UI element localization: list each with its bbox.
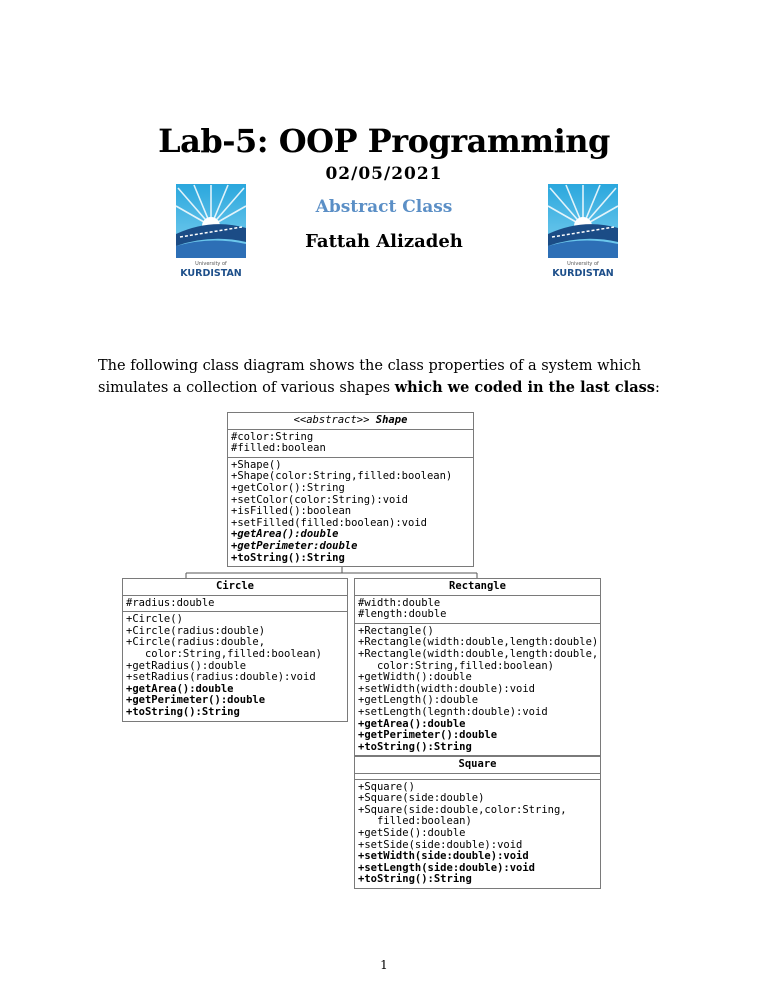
class-shape-stereotype: <<abstract>> xyxy=(293,414,370,426)
class-rectangle-name: Rectangle xyxy=(355,579,600,596)
class-shape-name: Shape xyxy=(375,414,408,426)
logo-university-line: University of xyxy=(195,261,227,267)
intro-bold-text: which we coded in the last class xyxy=(394,379,655,396)
class-square-name: Square xyxy=(355,757,600,774)
method: +getArea():double xyxy=(126,682,234,695)
method: +Shape(color:String,filled:boolean) xyxy=(231,470,453,483)
method: +setWidth(side:double):void xyxy=(358,850,529,863)
attribute: #width:double xyxy=(358,596,441,609)
attribute: #length:double xyxy=(358,608,447,621)
method: +setRadius(radius:double):void xyxy=(126,671,316,684)
logo-university-line: University of xyxy=(567,261,599,267)
method: +Square(side:double,color:String, xyxy=(358,803,567,816)
document-date: 02/05/2021 xyxy=(325,164,443,184)
method: +Circle(radius:double) xyxy=(126,624,266,637)
method: +getRadius():double xyxy=(126,659,247,672)
logo-university-name: KURDISTAN xyxy=(552,268,614,279)
class-rectangle-methods xyxy=(355,624,600,756)
method: +isFilled():boolean xyxy=(231,505,352,518)
class-shape xyxy=(227,412,474,567)
method: +getWidth():double xyxy=(358,671,472,684)
method: +getPerimeter():double xyxy=(358,729,498,742)
class-shape-methods xyxy=(228,458,473,566)
method: +toString():String xyxy=(358,873,472,886)
method: +toString():String xyxy=(231,551,345,564)
class-shape-attributes xyxy=(228,430,473,458)
abstract-method: +getPerimeter:double xyxy=(231,539,358,552)
document-author: Fattah Alizadeh xyxy=(305,231,463,252)
method: +Rectangle() xyxy=(358,624,434,637)
method: +setLength(legnth:double):void xyxy=(358,705,548,718)
class-square-methods xyxy=(355,780,600,888)
method: +setSide(side:double):void xyxy=(358,838,523,851)
intro-text: The following class diagram shows the class properties of a system which simulates a collection of various shapes xyxy=(98,358,641,396)
class-shape-header xyxy=(228,413,473,430)
class-rectangle-attributes xyxy=(355,596,600,624)
attribute: #color:String xyxy=(231,430,314,443)
method: +setLength(side:double):void xyxy=(358,861,536,874)
class-circle xyxy=(122,578,348,722)
page-number: 1 xyxy=(380,958,388,972)
method: +getColor():String xyxy=(231,481,345,494)
method: +setFilled(filled:boolean):void xyxy=(231,516,427,529)
method: +Shape() xyxy=(231,458,282,471)
attribute: #filled:boolean xyxy=(231,442,326,455)
method: color:String,filled:boolean) xyxy=(358,659,554,672)
method: +getSide():double xyxy=(358,826,466,839)
document-subtitle: Abstract Class xyxy=(315,197,453,217)
method: +getPerimeter():double xyxy=(126,694,266,707)
method: +Rectangle(width:double,length:double) xyxy=(358,636,599,649)
method: +getArea():double xyxy=(358,717,466,730)
method: +Rectangle(width:double,length:double, xyxy=(358,647,599,660)
method: +setWidth(width:double):void xyxy=(358,682,536,695)
intro-text-end: : xyxy=(654,380,660,396)
method: +Circle() xyxy=(126,613,183,626)
logo-university-name: KURDISTAN xyxy=(180,268,242,279)
method: color:String,filled:boolean) xyxy=(126,647,322,660)
method: +setColor(color:String):void xyxy=(231,493,409,506)
document-title: Lab-5: OOP Programming xyxy=(158,122,610,160)
attribute: #radius:double xyxy=(126,596,215,609)
class-rectangle xyxy=(354,578,601,756)
method: filled:boolean) xyxy=(358,815,472,828)
class-circle-attributes xyxy=(123,596,347,613)
method: +getLength():double xyxy=(358,694,479,707)
abstract-method: +getArea():double xyxy=(231,528,339,541)
method: +toString():String xyxy=(358,740,472,753)
method: +Square() xyxy=(358,780,415,793)
class-circle-name: Circle xyxy=(123,579,347,596)
class-square xyxy=(354,756,601,889)
method: +Square(side:double) xyxy=(358,792,485,805)
method: +Circle(radius:double, xyxy=(126,636,266,649)
method: +toString():String xyxy=(126,705,240,718)
class-circle-methods xyxy=(123,612,347,720)
